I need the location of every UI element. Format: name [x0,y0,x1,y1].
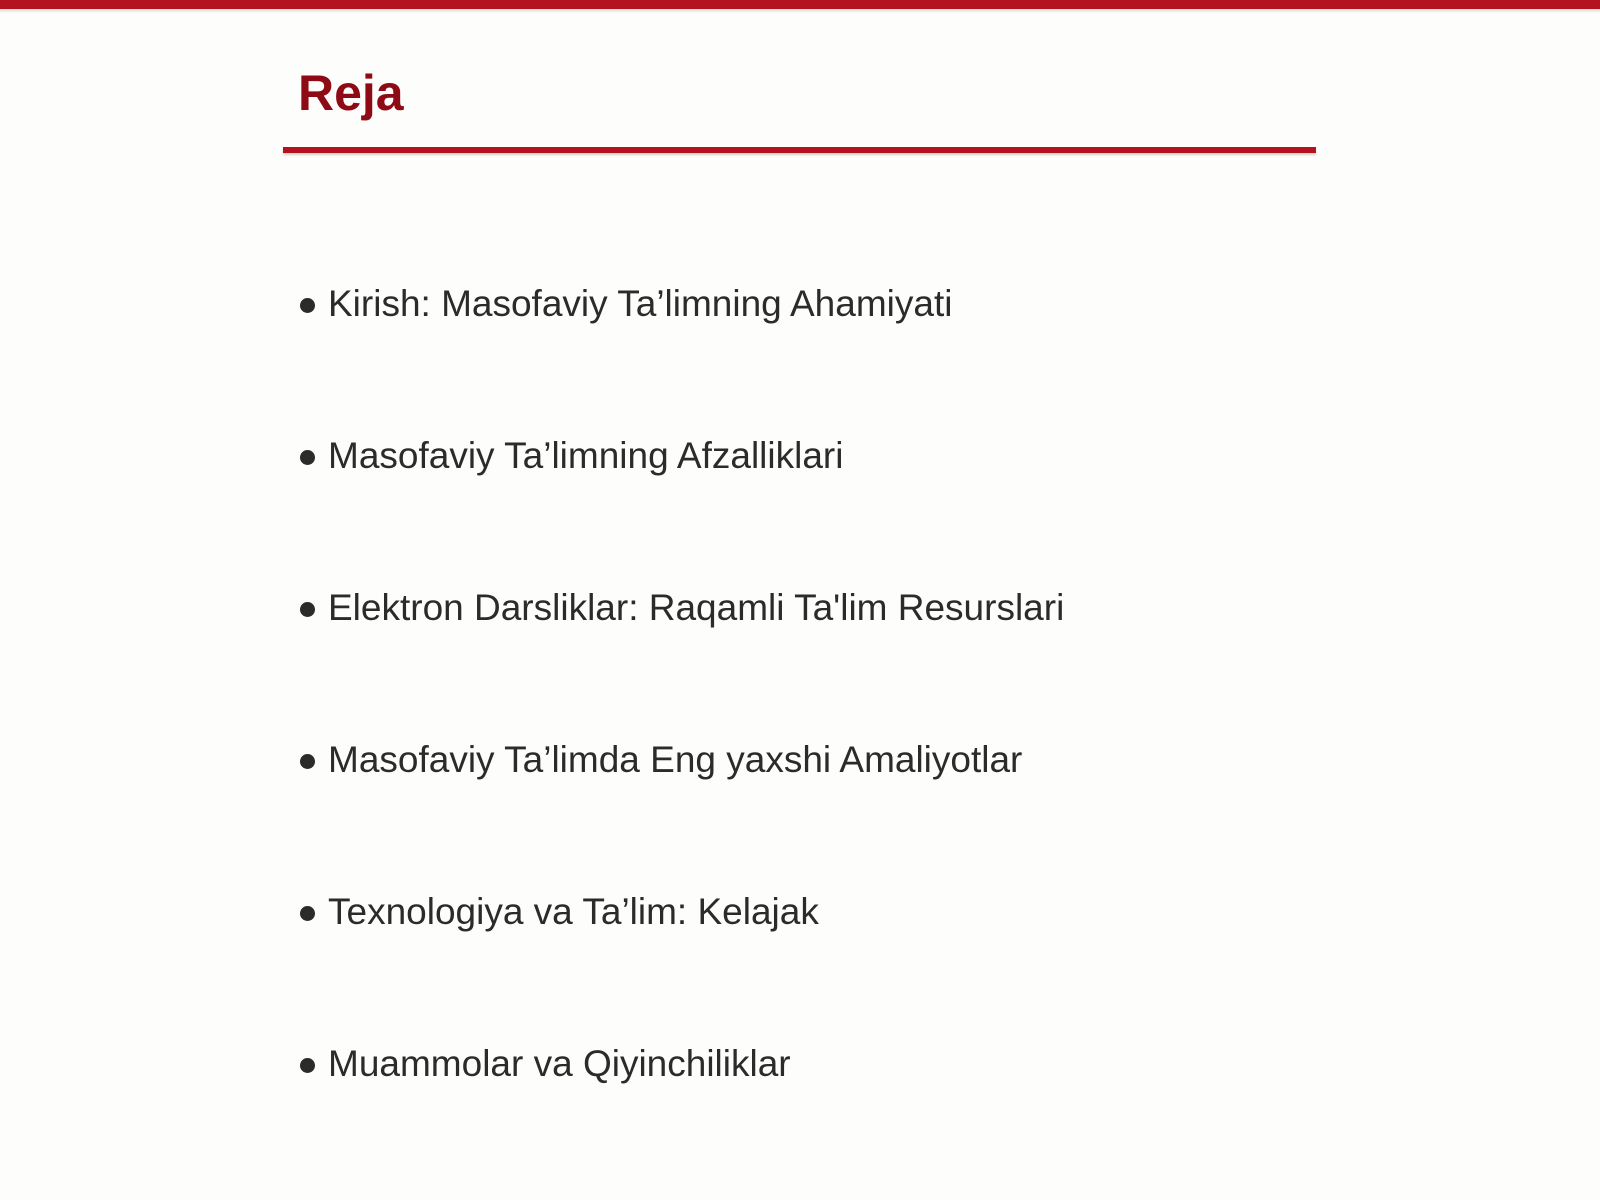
top-accent-shadow [0,9,1600,13]
list-item [300,732,1064,884]
list-item-label: Masofaviy Ta’limning Afzalliklari [328,435,844,476]
list-item-label: Kirish: Masofaviy Ta’limning Ahamiyati [328,283,953,324]
slide-title: Reja [298,65,404,121]
list-item [300,1036,1064,1188]
bullet-icon [300,298,315,313]
list-item [300,580,1064,732]
bullet-icon [300,1058,315,1073]
agenda-list [300,276,1064,1188]
bullet-icon [300,602,315,617]
list-item-label: Masofaviy Ta’limda Eng yaxshi Amaliyotlar [328,739,1023,780]
bullet-icon [300,906,315,921]
list-item [300,884,1064,1036]
title-underline [283,147,1316,153]
list-item-label: Texnologiya va Ta’lim: Kelajak [328,891,819,932]
list-item-label: Muammolar va Qiyinchiliklar [328,1043,791,1084]
list-item [300,276,1064,428]
bullet-icon [300,450,315,465]
list-item-label: Elektron Darsliklar: Raqamli Ta'lim Resurslari [328,587,1065,628]
bullet-icon [300,754,315,769]
list-item [300,428,1064,580]
top-accent-bar [0,0,1600,9]
